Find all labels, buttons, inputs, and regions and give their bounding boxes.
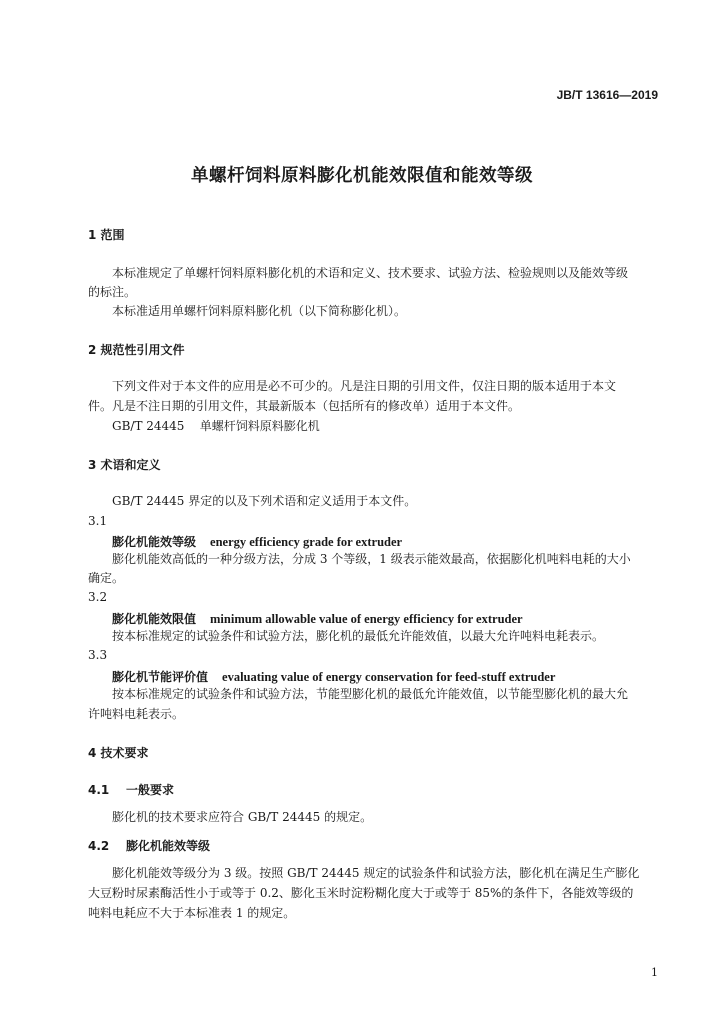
- section-1-para-2: 本标准适用单螺杆饲料原料膨化机（以下简称膨化机）。: [112, 304, 407, 318]
- section-2-para-line-2: 件。凡是不注日期的引用文件，其最新版本（包括所有的修改单）适用于本文件。: [88, 399, 521, 413]
- term-3-2-cn: 膨化机能效限值: [112, 612, 197, 626]
- term-3-1-cn: 膨化机能效等级: [112, 535, 197, 549]
- section-3-intro: GB/T 24445 界定的以及下列术语和定义适用于本文件。: [112, 494, 417, 508]
- section-4-1-heading: 4.1 一般要求: [88, 783, 174, 797]
- section-4-2-heading: 4.2 膨化机能效等级: [88, 839, 210, 853]
- section-1-heading: 1 范围: [88, 228, 125, 242]
- section-2-heading: 2 规范性引用文件: [88, 343, 185, 357]
- standard-number: JB/T 13616—2019: [556, 88, 658, 102]
- section-2-para-line-1: 下列文件对于本文件的应用是必不可少的。凡是注日期的引用文件，仅注日期的版本适用于本文: [112, 379, 617, 393]
- section-4-2-para-line-3: 吨料电耗应不大于本标准表 1 的规定。: [88, 906, 296, 920]
- section-4-1-para: 膨化机的技术要求应符合 GB/T 24445 的规定。: [112, 810, 373, 824]
- term-3-3-en: evaluating value of energy conservation for feed-stuff extruder: [222, 670, 556, 684]
- section-1-para-1-line-1: 本标准规定了单螺杆饲料原料膨化机的术语和定义、技术要求、试验方法、检验规则以及能效等级: [112, 266, 629, 280]
- term-3-2-en: minimum allowable value of energy efficiency for extruder: [210, 612, 523, 626]
- term-3-1-en: energy efficiency grade for extruder: [210, 535, 403, 549]
- term-3-2-number: 3.2: [88, 590, 108, 604]
- term-3-3-title: [112, 666, 555, 685]
- term-3-3-def-line-2: 许吨料电耗表示。: [88, 707, 185, 721]
- section-3-heading: 3 术语和定义: [88, 458, 161, 472]
- term-3-3-cn: 膨化机节能评价值: [112, 670, 209, 684]
- section-4-2-para-line-2: 大豆粉时尿素酶活性小于或等于 0.2、膨化玉米时淀粉糊化度大于或等于 85%的条件下，各能效等级的: [88, 886, 634, 900]
- normative-reference: GB/T 24445 单螺杆饲料原料膨化机: [112, 419, 320, 433]
- term-3-1-def-line-2: 确定。: [88, 571, 125, 585]
- document-title: 单螺杆饲料原料膨化机能效限值和能效等级: [191, 166, 533, 186]
- term-3-2-def-line-1: 按本标准规定的试验条件和试验方法，膨化机的最低允许能效值，以最大允许吨料电耗表示。: [112, 629, 605, 643]
- term-3-3-def-line-1: 按本标准规定的试验条件和试验方法，节能型膨化机的最低允许能效值，以节能型膨化机的最大允: [112, 687, 629, 701]
- section-4-heading: 4 技术要求: [88, 746, 149, 760]
- term-3-2-title: [112, 608, 523, 627]
- term-3-1-def-line-1: 膨化机能效高低的一种分级方法，分成 3 个等级，1 级表示能效最高，依据膨化机吨料电耗的大小: [112, 552, 631, 566]
- section-1-para-1-line-2: 的标注。: [88, 285, 137, 299]
- page-number: 1: [651, 966, 658, 979]
- term-3-3-number: 3.3: [88, 648, 108, 662]
- term-3-1-title: [112, 531, 402, 550]
- section-4-2-para-line-1: 膨化机能效等级分为 3 级。按照 GB/T 24445 规定的试验条件和试验方法，膨化机在满足生产膨化: [112, 866, 640, 880]
- term-3-1-number: 3.1: [88, 514, 108, 528]
